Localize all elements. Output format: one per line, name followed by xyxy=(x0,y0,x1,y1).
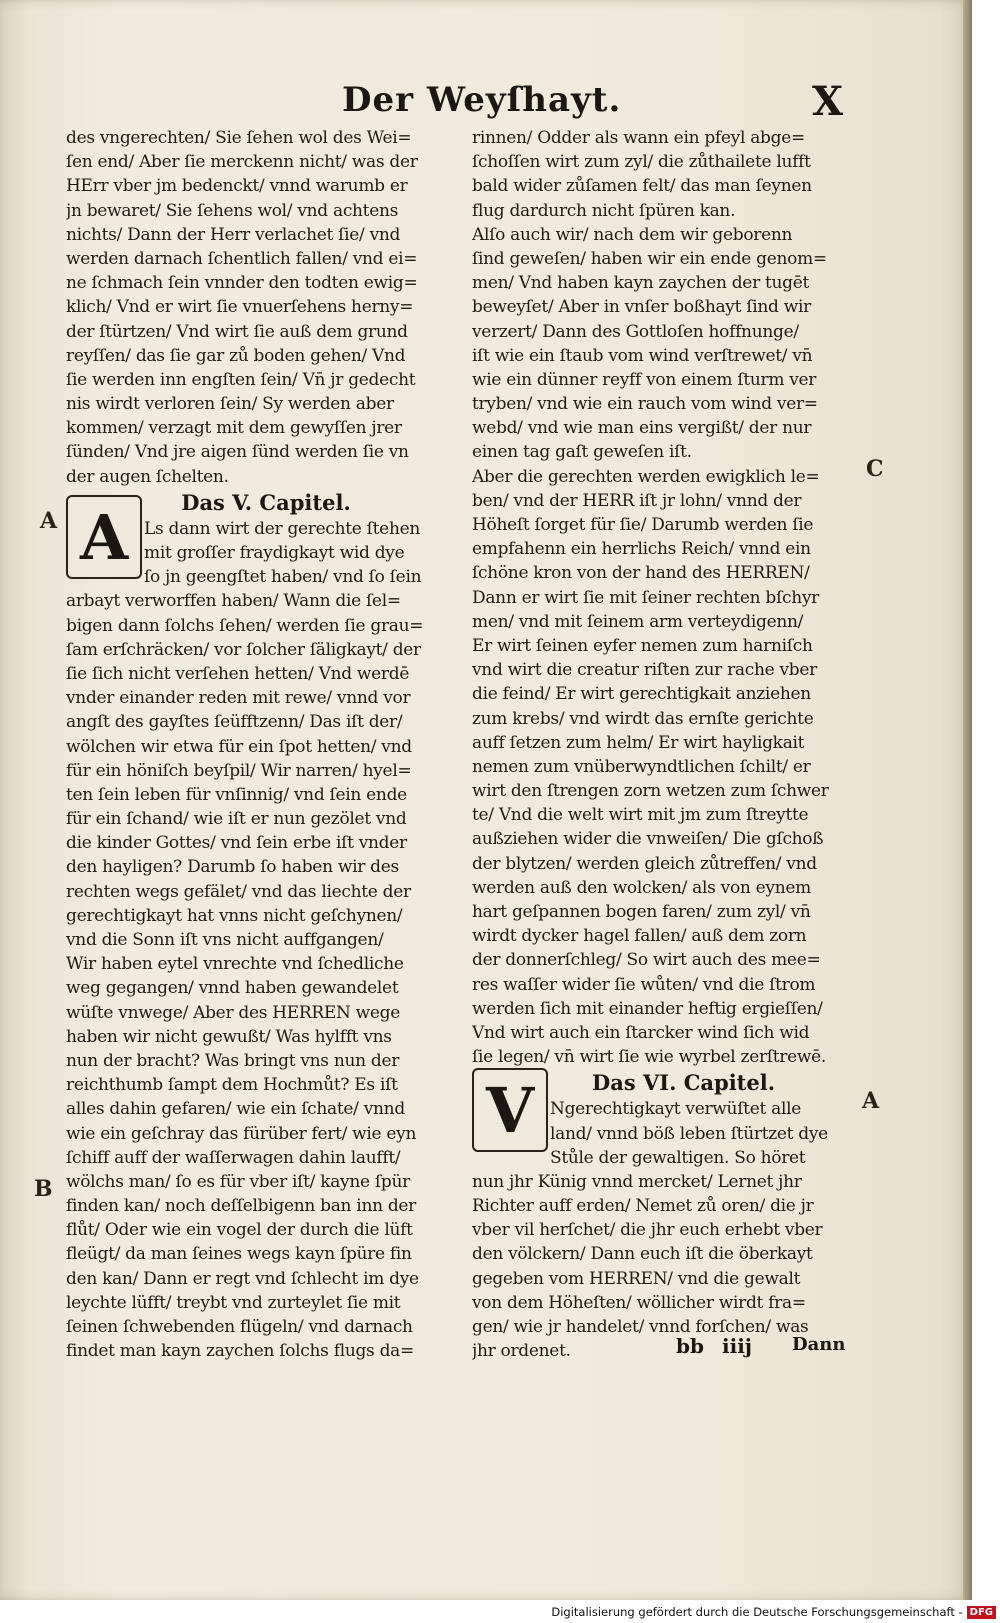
text-line: ſie legen/ vn̄ wirt ſie wie wyrbel zerſtrewē. xyxy=(472,1047,827,1068)
text-line: flug dardurch nicht ſpüren kan. xyxy=(472,200,736,221)
text-line: die kinder Gottes/ vnd ſein erbe iſt vnder xyxy=(66,833,407,854)
chapter-heading-vi: Das VI. Capitel. xyxy=(592,1070,776,1096)
text-line: nun jhr Künig vnnd mercket/ Lernet jhr xyxy=(472,1171,802,1192)
text-line: außziehen wider die vnweiſen/ Die gſchoß xyxy=(472,829,824,850)
text-line: leychte lüfft/ treybt vnd zurteylet ſie mit xyxy=(66,1292,401,1313)
left-column xyxy=(66,126,466,1363)
text-line: Richter auff erden/ Nemet zů oren/ die jr xyxy=(472,1196,814,1217)
page-edge xyxy=(963,0,972,1600)
text-line: wölchen wir etwa für ein ſpot hetten/ vnd xyxy=(66,736,412,757)
text-line: der donnerſchleg/ So wirt auch des mee= xyxy=(472,950,821,971)
folio-number: X xyxy=(812,78,844,125)
text-line: Stůle der gewaltigen. So höret xyxy=(550,1147,806,1168)
text-line: jn bewaret/ Sie ſehens wol/ vnd achtens xyxy=(66,200,399,221)
text-line: ſie werden inn engſten ſein/ Vn̄ jr gedecht xyxy=(66,369,416,390)
text-line: wirt den ſtrengen zorn wetzen zum ſchwer xyxy=(472,781,829,802)
text-line: men/ vnd mit ſeinem arm verteydigenn/ xyxy=(472,611,804,632)
text-line: verzert/ Dann des Gottloſen hoffnunge/ xyxy=(472,321,799,342)
text-line: Alſo auch wir/ nach dem wir geborenn xyxy=(472,224,793,245)
text-line: Wir haben eytel vnrechte vnd ſchedliche xyxy=(66,954,404,975)
text-line: ſchöne kron von der hand des HERREN/ xyxy=(472,563,810,584)
text-line: werden ſich mit einander heftig ergieſſen/ xyxy=(472,998,823,1019)
text-line: wie ein dünner reyff von einem ſturm ver xyxy=(472,369,817,390)
text-line: die feind/ Er wirt gerechtigkait anziehen xyxy=(472,684,811,705)
right-column-top-text xyxy=(472,126,864,1069)
text-line: reyſſen/ das ſie gar zů boden gehen/ Vnd xyxy=(66,345,406,366)
text-line: Höheſt ſorget für ſie/ Darumb werden ſie xyxy=(472,515,814,535)
text-line: rinnen/ Odder als wann ein pfeyl abge= xyxy=(472,128,805,148)
text-line: der ſtürtzen/ Vnd wirt ſie auß dem grund xyxy=(66,321,408,342)
text-line: ne ſchmach ſein vnnder den todten ewig= xyxy=(66,273,418,294)
text-line: Ls dann wirt der gerechte ſtehen xyxy=(144,518,420,539)
page-header xyxy=(342,80,882,130)
text-line: ſind geweſen/ haben wir ein ende genom= xyxy=(472,248,827,269)
text-line: land/ vnnd böß leben ſtürtzet dye xyxy=(550,1123,828,1144)
text-line: rechten wegs gefälet/ vnd das liechte der xyxy=(66,881,411,902)
text-line: mit groſſer fraydigkayt wid dye xyxy=(144,543,405,563)
text-line: reichthumb ſampt dem Hochmůt? Es iſt xyxy=(66,1075,398,1096)
text-line: bald wider zůſamen felt/ das man ſeynen xyxy=(472,176,812,197)
text-line: Er wirt ſeinen eyfer nemen zum harniſch xyxy=(472,635,813,656)
text-line: fleügt/ da man ſeines wegs kayn ſpüre fin xyxy=(66,1244,412,1265)
text-line: ſo jn geengſtet haben/ vnd ſo ſein xyxy=(144,567,422,588)
text-line: nichts/ Dann der Herr verlachet ſie/ vnd xyxy=(66,224,401,245)
text-line: vber vil herſchet/ die jhr euch erhebt vber xyxy=(472,1220,823,1241)
text-line: res waſſer wider ſie wůten/ vnd die ſtrom xyxy=(472,974,816,995)
text-line: gegeben vom HERREN/ vnd die gewalt xyxy=(472,1268,801,1289)
text-line: Dann er wirt ſie mit ſeiner rechten bſchyr xyxy=(472,587,819,608)
text-line: für ein ſchand/ wie iſt er nun gezölet vnd xyxy=(66,809,407,830)
text-line: ten ſein leben für vnſinnig/ vnd ſein ende xyxy=(66,784,407,805)
text-line: den hayligen? Darumb ſo haben wir des xyxy=(66,857,399,878)
decorated-initial-v: V xyxy=(472,1068,548,1152)
text-line: ſeinen ſchwebenden flügeln/ vnd darnach xyxy=(66,1317,413,1337)
margin-letter-b-left: B xyxy=(34,1176,53,1202)
text-line: ſen end/ Aber ſie merckenn nicht/ was der xyxy=(66,152,418,173)
decorated-initial-a: A xyxy=(66,495,142,579)
text-line: auff ſetzen zum helm/ Er wirt hayligkait xyxy=(472,732,805,753)
text-line: vnd wirt die creatur riſten zur rache vber xyxy=(472,660,817,681)
dfg-logo: DFG xyxy=(967,1606,996,1619)
text-line: ſam erſchräcken/ vor ſolcher ſäligkayt/ der xyxy=(66,639,421,660)
text-line: nun der bracht? Was bringt vns nun der xyxy=(66,1050,400,1071)
text-line: ſchiff auff der waſſerwagen dahin laufft/ xyxy=(66,1147,401,1168)
right-column xyxy=(472,126,864,1363)
text-line: zum krebs/ vnd wirdt das ernſte gerichte xyxy=(472,708,814,729)
text-line: webd/ vnd wie man eins vergißt/ der nur xyxy=(472,418,812,439)
catchword: Dann xyxy=(792,1334,846,1355)
text-line: nis wirdt verloren ſein/ Sy werden aber xyxy=(66,394,394,415)
text-line: ſchoſſen wirt zum zyl/ die zůthailete lufft xyxy=(472,152,811,173)
margin-letter-c-right: C xyxy=(866,456,884,482)
digitization-credit xyxy=(551,1602,996,1622)
text-line: nemen zum vnüberwyndtlichen ſchilt/ er xyxy=(472,756,811,777)
text-line: Aber die gerechten werden ewigklich le= xyxy=(472,466,820,487)
text-line: gerechtigkayt hat vnns nicht geſchynen/ xyxy=(66,905,403,926)
text-line: flůt/ Oder wie ein vogel der durch die lüft xyxy=(66,1220,413,1241)
text-line: jhr ordenet. xyxy=(472,1341,571,1362)
text-line: für ein höniſch beyſpil/ Wir narren/ hyel= xyxy=(66,760,412,781)
text-line: wie ein geſchray das fürüber fert/ wie eyn xyxy=(66,1123,417,1144)
text-line: von dem Höheſten/ wöllicher wirdt fra= xyxy=(472,1292,806,1313)
text-line: ſünden/ Vnd jre aigen ſünd werden ſie vn xyxy=(66,442,409,463)
text-line: haben wir nicht gewußt/ Was hylfft vns xyxy=(66,1026,392,1047)
text-line: weg gegangen/ vnnd haben gewandelet xyxy=(66,978,399,999)
text-line: ben/ vnd der HERR iſt jr lohn/ vnnd der xyxy=(472,490,802,511)
chapter-heading-v: Das V. Capitel. xyxy=(181,489,351,515)
text-line: finden kan/ noch deſſelbigenn ban inn der xyxy=(66,1196,417,1217)
text-line: iſt wie ein ſtaub vom wind verſtrewet/ vn̄ xyxy=(472,345,813,366)
text-line: te/ Vnd die welt wirt mit jm zum ſtreytte xyxy=(472,805,809,826)
text-line: des vngerechten/ Sie ſehen wol des Wei= xyxy=(66,128,412,148)
signature-number: iiij xyxy=(722,1334,753,1358)
text-line: HErr vber jm bedenckt/ vnnd warumb er xyxy=(66,176,408,197)
margin-letter-a-left: A xyxy=(40,508,58,534)
text-line: wirdt dycker hagel fallen/ auß dem zorn xyxy=(472,926,807,947)
text-line: vnd die Sonn iſt vns nicht auffgangen/ xyxy=(66,930,384,950)
left-column-top-text xyxy=(66,126,466,489)
text-line: klich/ Vnd er wirt ſie vnuerſehens herny= xyxy=(66,297,414,318)
text-line: angſt des gayſtes ſeüfftzenn/ Das iſt der/ xyxy=(66,712,403,733)
text-line: gen/ wie jr handelet/ vnnd forſchen/ was xyxy=(472,1317,809,1337)
text-line: vnder einander reden mit rewe/ vnnd vor xyxy=(66,688,411,709)
left-column-chapter-text xyxy=(66,517,466,1364)
text-line: Ngerechtigkayt verwüſtet alle xyxy=(550,1099,801,1120)
text-line: beweyſet/ Aber in vnſer boßhayt ſind wir xyxy=(472,297,811,318)
text-line: hart geſpannen bogen faren/ zum zyl/ vn̄ xyxy=(472,902,811,922)
running-head: Der Weyſhayt. xyxy=(342,80,622,120)
margin-letter-a-right: A xyxy=(862,1088,880,1114)
text-line: Vnd wirt auch ein ſtarcker wind ſich wid xyxy=(472,1022,810,1043)
text-line: wüſte vnwege/ Aber des HERREN wege xyxy=(66,1002,401,1023)
text-line: ſie ſich nicht verſehen hetten/ Vnd werdē xyxy=(66,663,410,684)
text-line: den kan/ Dann er regt vnd ſchlecht im dye xyxy=(66,1268,419,1289)
text-line: der augen ſchelten. xyxy=(66,466,229,487)
text-line: wölchs man/ ſo es für vber iſt/ kayne ſpür xyxy=(66,1171,410,1192)
text-line: werden auß den wolcken/ als von eynem xyxy=(472,877,811,898)
text-line: alles dahin gefaren/ wie ein ſchate/ vnnd xyxy=(66,1099,405,1120)
signature-mark: bb xyxy=(676,1334,704,1358)
text-line: tryben/ vnd wie ein rauch vom wind ver= xyxy=(472,394,818,415)
text-line: bigen dann ſolchs ſehen/ werden ſie grau= xyxy=(66,615,424,636)
text-line: werden darnach ſchentlich fallen/ vnd ei= xyxy=(66,248,418,269)
text-line: einen tag gaſt geweſen iſt. xyxy=(472,442,692,463)
text-line: kommen/ verzagt mit dem gewyſſen jrer xyxy=(66,418,402,439)
text-line: arbayt verworffen haben/ Wann die ſel= xyxy=(66,591,401,612)
text-line: empfahenn ein herrlichs Reich/ vnnd ein xyxy=(472,539,811,560)
page-footer xyxy=(676,1334,876,1364)
text-line: der blytzen/ werden gleich zůtreffen/ vnd xyxy=(472,853,817,874)
text-line: findet man kayn zaychen ſolchs flugs da= xyxy=(66,1341,414,1362)
text-line: men/ Vnd haben kayn zaychen der tugēt xyxy=(472,273,810,294)
text-line: den völckern/ Dann euch iſt die öberkayt xyxy=(472,1244,813,1265)
credit-text: Digitalisierung gefördert durch die Deutsche Forschungsgemeinschaft - xyxy=(551,1605,963,1619)
